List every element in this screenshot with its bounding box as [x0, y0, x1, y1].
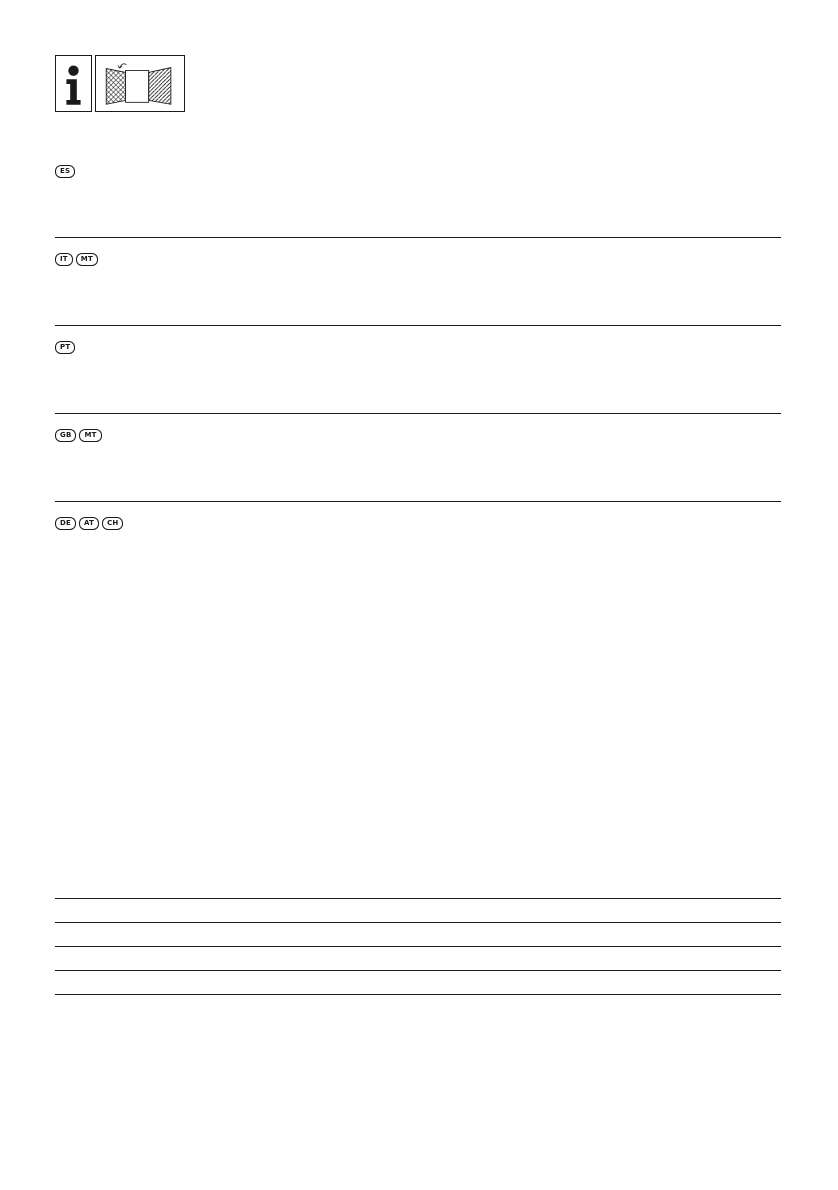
language-badge: PT	[55, 341, 75, 354]
footer-rule	[55, 970, 781, 971]
language-badge: AT	[79, 517, 99, 530]
language-badge: ES	[55, 165, 75, 178]
language-badge: MT	[79, 429, 101, 442]
footer-rule	[55, 898, 781, 899]
language-badge: DE	[55, 517, 76, 530]
language-badge: GB	[55, 429, 76, 442]
language-badge: IT	[55, 253, 73, 266]
language-badges	[55, 341, 781, 354]
info-i-icon	[56, 56, 91, 111]
section-divider	[55, 325, 781, 326]
language-badge: CH	[102, 517, 123, 530]
section-divider	[55, 413, 781, 414]
section-divider	[55, 501, 781, 502]
fold-out-page-icon	[96, 56, 184, 111]
info-icon-box	[55, 55, 92, 112]
section-divider	[55, 237, 781, 238]
language-badges	[55, 165, 781, 178]
language-section-gb-mt	[55, 429, 781, 442]
language-badges	[55, 429, 781, 442]
language-section-es	[55, 165, 781, 178]
fold-page-icon-box	[95, 55, 185, 112]
footer-rule	[55, 922, 781, 923]
footer-rule	[55, 946, 781, 947]
language-badges	[55, 253, 781, 266]
language-section-it-mt	[55, 253, 781, 266]
language-badges	[55, 517, 781, 530]
language-section-de-at-ch	[55, 517, 781, 530]
language-section-pt	[55, 341, 781, 354]
footer-rule	[55, 994, 781, 995]
language-badge: MT	[76, 253, 98, 266]
